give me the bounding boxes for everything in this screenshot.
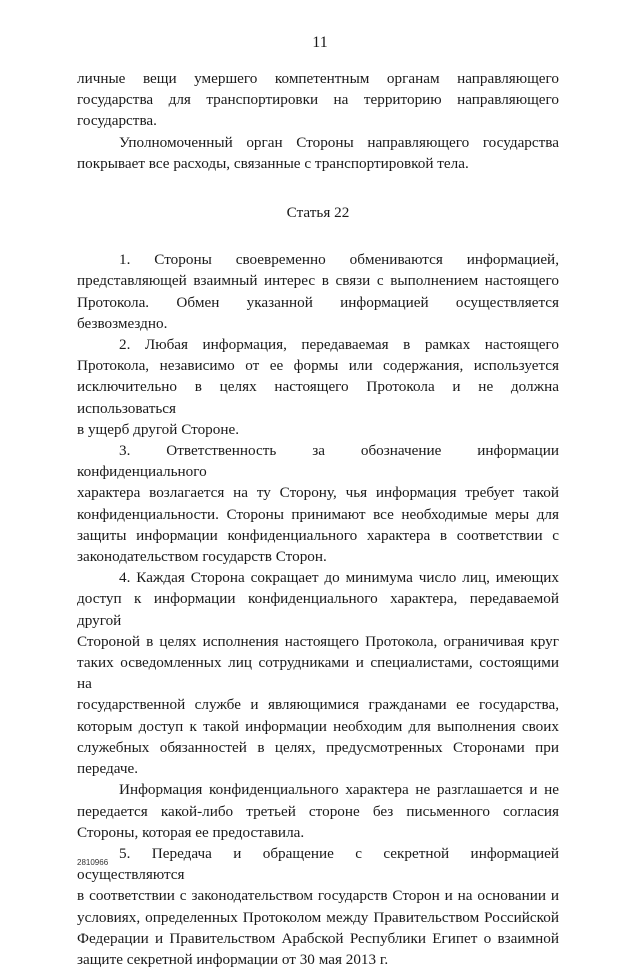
paragraph-line: служебных обязанностей в целях, предусмотренных Сторонами при — [77, 738, 559, 756]
paragraph-line: защиты информации конфиденциального характера в соответствии с — [77, 526, 559, 544]
paragraph-line: представляющей взаимный интерес в связи с выполнением настоящего — [77, 272, 559, 290]
paragraph-line: исключительно в целях настоящего Протокола и не должна использоваться — [77, 378, 559, 417]
paragraph-line: государственной службе и являющимися гражданами ее государства, — [77, 696, 559, 714]
paragraph-line: Стороной в целях исполнения настоящего Протокола, ограничивая круг — [77, 632, 559, 650]
paragraph-line: 5. Передача и обращение с секретной информацией осуществляются — [77, 844, 559, 884]
paragraph-line: передаче. — [77, 760, 139, 778]
paragraph-line: покрывает все расходы, связанные с транспортировкой тела. — [77, 154, 469, 172]
paragraph-line: личные вещи умершего компетентным органам направляющего — [77, 70, 559, 87]
paragraph — [77, 843, 559, 970]
paragraph-line: в ущерб другой Стороне. — [77, 420, 240, 438]
paragraph-line: 4. Каждая Сторона сокращает до минимума число лиц, имеющих — [119, 569, 559, 587]
paragraph-line: в соответствии с законодательством государств Сторон и на основании и — [77, 887, 559, 905]
paragraph-line: передается какой-либо третьей стороне без письменного согласия — [77, 802, 559, 820]
paragraph — [77, 334, 559, 440]
paragraph-line: государства. — [77, 112, 157, 130]
paragraph-line: 1. Стороны своевременно обмениваются информацией, — [119, 251, 559, 269]
paragraph — [77, 68, 559, 132]
paragraph-line: 2. Любая информация, передаваемая в рамках настоящего — [119, 336, 559, 354]
paragraph-line: Информация конфиденциального характера не разглашается и не — [119, 781, 559, 799]
paragraphs-after-heading — [77, 249, 559, 970]
paragraph-line: которым доступ к такой информации необходим для выполнения своих — [77, 717, 559, 735]
paragraph — [77, 567, 559, 779]
paragraph-line: Протокола. Обмен указанной информацией осуществляется безвозмездно. — [77, 293, 559, 332]
paragraph-line: таких осведомленных лиц сотрудниками и специалистами, состоящими на — [77, 654, 559, 693]
paragraph-line: защите секретной информации от 30 мая 2013 г. — [77, 950, 389, 968]
article-heading: Статья 22 — [286, 204, 350, 222]
page-number: 11 — [312, 34, 328, 51]
paragraph-line: 3. Ответственность за обозначение информации конфиденциального — [77, 442, 559, 481]
paragraph-line: конфиденциальности. Стороны принимают все необходимые меры для — [77, 505, 559, 523]
paragraph-line: доступ к информации конфиденциального характера, передаваемой другой — [77, 590, 559, 629]
paragraph-line: условиях, определенных Протоколом между Правительством Российской — [77, 908, 559, 926]
paragraphs-before-heading — [77, 68, 559, 174]
document-code: 2810966 — [77, 858, 109, 867]
paragraph-line: Федерации и Правительством Арабской Республики Египет о взаимной — [77, 929, 559, 947]
paragraph-line: характера возлагается на ту Сторону, чья информация требует такой — [77, 484, 559, 502]
paragraph — [77, 779, 559, 843]
paragraph — [77, 440, 559, 567]
document-body — [77, 68, 559, 970]
paragraph-line: Протокола, независимо от ее формы или содержания, используется — [77, 357, 559, 375]
paragraph-line: Стороны, которая ее предоставила. — [77, 823, 305, 841]
paragraph-line: законодательством государств Сторон. — [77, 548, 327, 566]
paragraph-line: Уполномоченный орган Стороны направляющего государства — [119, 133, 559, 151]
paragraph-line: государства для транспортировки на территорию направляющего — [77, 91, 559, 109]
paragraph — [77, 249, 559, 334]
paragraph — [77, 132, 559, 174]
